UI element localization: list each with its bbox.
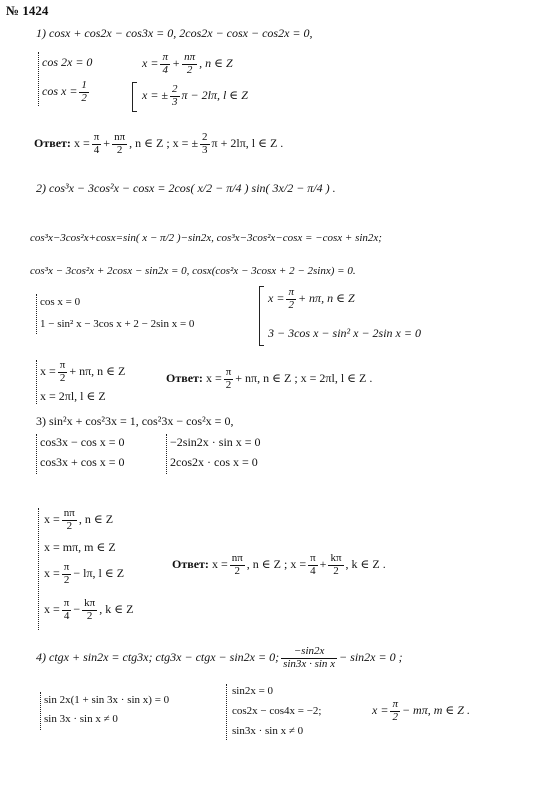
p2-answer: Ответ: x = $\frac{\pi}{2}$ + nπ, n ∈ Z ; x = 2πl, l ∈ Z . bbox=[166, 366, 373, 391]
p4-result-b: cos2x − cos4x = −2; bbox=[232, 705, 322, 717]
p3-system-b: cos3x + cos x = 0 bbox=[40, 455, 125, 469]
p3-system-brace bbox=[36, 434, 37, 474]
p3-answer: Ответ: x = $\frac{n\pi}{2}$ , n ∈ Z ; x = $\frac{\pi}{4}$ + $\frac{k\pi}{2}$ , k ∈ Z . bbox=[172, 552, 386, 577]
p4-result-brace bbox=[226, 684, 227, 740]
p1-result-bracket bbox=[132, 82, 137, 112]
p1-answer: Ответ: x = $\frac{\pi}{4}$ + $\frac{n\pi}{2}$ , n ∈ Z ; x = ± $\frac{2}{3}$ π + 2lπ, l ∈ Z . bbox=[34, 131, 284, 156]
p3-final-4: x = $\frac{\pi}{4}$ − $\frac{k\pi}{2}$ , k ∈ Z bbox=[44, 597, 134, 622]
p4-result-a: sin2x = 0 bbox=[232, 685, 274, 697]
p2-result-b: 3 − 3cos x − sin² x − 2sin x = 0 bbox=[268, 326, 421, 340]
p2-system-a: cos x = 0 bbox=[40, 296, 81, 308]
p2-result-a: x = $\frac{\pi}{2}$ + nπ, n ∈ Z bbox=[268, 286, 355, 311]
p4-system-brace bbox=[40, 692, 41, 730]
p3-result-a: −2sin2x · sin x = 0 bbox=[170, 435, 261, 449]
p2-line3: cos³x − 3cos²x + 2cosx − sin2x = 0, cosx(cos²x − 3cosx + 2 − 2sinx) = 0. bbox=[30, 265, 356, 277]
p2-final-a: x = $\frac{\pi}{2}$ + nπ, n ∈ Z bbox=[40, 359, 126, 384]
p1-system-b: cos x = $\frac{1}{2}$ bbox=[42, 79, 87, 104]
p1-result-a: x = $\frac{\pi}{4}$ + $\frac{n\pi}{2}$ , n ∈ Z bbox=[142, 51, 233, 76]
p3-final-3: x = $\frac{\pi}{2}$ − lπ, l ∈ Z bbox=[44, 561, 125, 586]
p1-equation: 1) cosx + cos2x − cos3x = 0, 2cos2x − cosx − cos2x = 0, bbox=[36, 26, 313, 40]
p2-equation: 2) cos³x − 3cos²x − cosx = 2cos( x/2 − π/4 ) sin( 3x/2 − π/4 ) . bbox=[36, 181, 336, 195]
p2-result-bracket bbox=[259, 286, 264, 346]
p3-final-brace bbox=[38, 508, 39, 630]
p2-system-b: 1 − sin² x − 3cos x + 2 − 2sin x = 0 bbox=[40, 318, 195, 330]
p4-system-b: sin 3x · sin x ≠ 0 bbox=[44, 713, 118, 725]
p1-result-b: x = ± $\frac{2}{3}$ π − 2lπ, l ∈ Z bbox=[142, 83, 248, 108]
p1-system-a: cos 2x = 0 bbox=[42, 55, 93, 69]
p2-line2: cos³x−3cos²x+cosx=sin( x − π/2 )−sin2x, cos³x−3cos²x−cosx = −cosx + sin2x; bbox=[30, 232, 382, 244]
p3-final-1: x = $\frac{n\pi}{2}$ , n ∈ Z bbox=[44, 507, 114, 532]
problem-number: № 1424 bbox=[6, 3, 49, 18]
p4-equation: 4) ctgx + sin2x = ctg3x; ctg3x − ctgx − sin2x = 0; $\frac{-\sin 2x}{\text{sin3x · sin x}}$ − sin2x = 0 ; bbox=[36, 645, 403, 670]
p3-system-a: cos3x − cos x = 0 bbox=[40, 435, 125, 449]
p2-system-brace bbox=[36, 294, 37, 334]
p3-final-2: x = mπ, m ∈ Z bbox=[44, 540, 116, 554]
p2-final-brace bbox=[36, 360, 37, 404]
p2-final-b: x = 2πl, l ∈ Z bbox=[40, 389, 106, 403]
p4-system-a: sin 2x(1 + sin 3x · sin x) = 0 bbox=[44, 694, 170, 706]
p3-equation: 3) sin²x + cos²3x = 1, cos²3x − cos²x = 0, bbox=[36, 414, 234, 428]
p3-result-b: 2cos2x · cos x = 0 bbox=[170, 455, 258, 469]
p4-final: x = $\frac{\pi}{2}$ − mπ, m ∈ Z . bbox=[372, 698, 470, 723]
p4-result-c: sin3x · sin x ≠ 0 bbox=[232, 725, 304, 737]
p1-system-brace bbox=[38, 52, 39, 106]
p3-result-brace bbox=[166, 434, 167, 474]
